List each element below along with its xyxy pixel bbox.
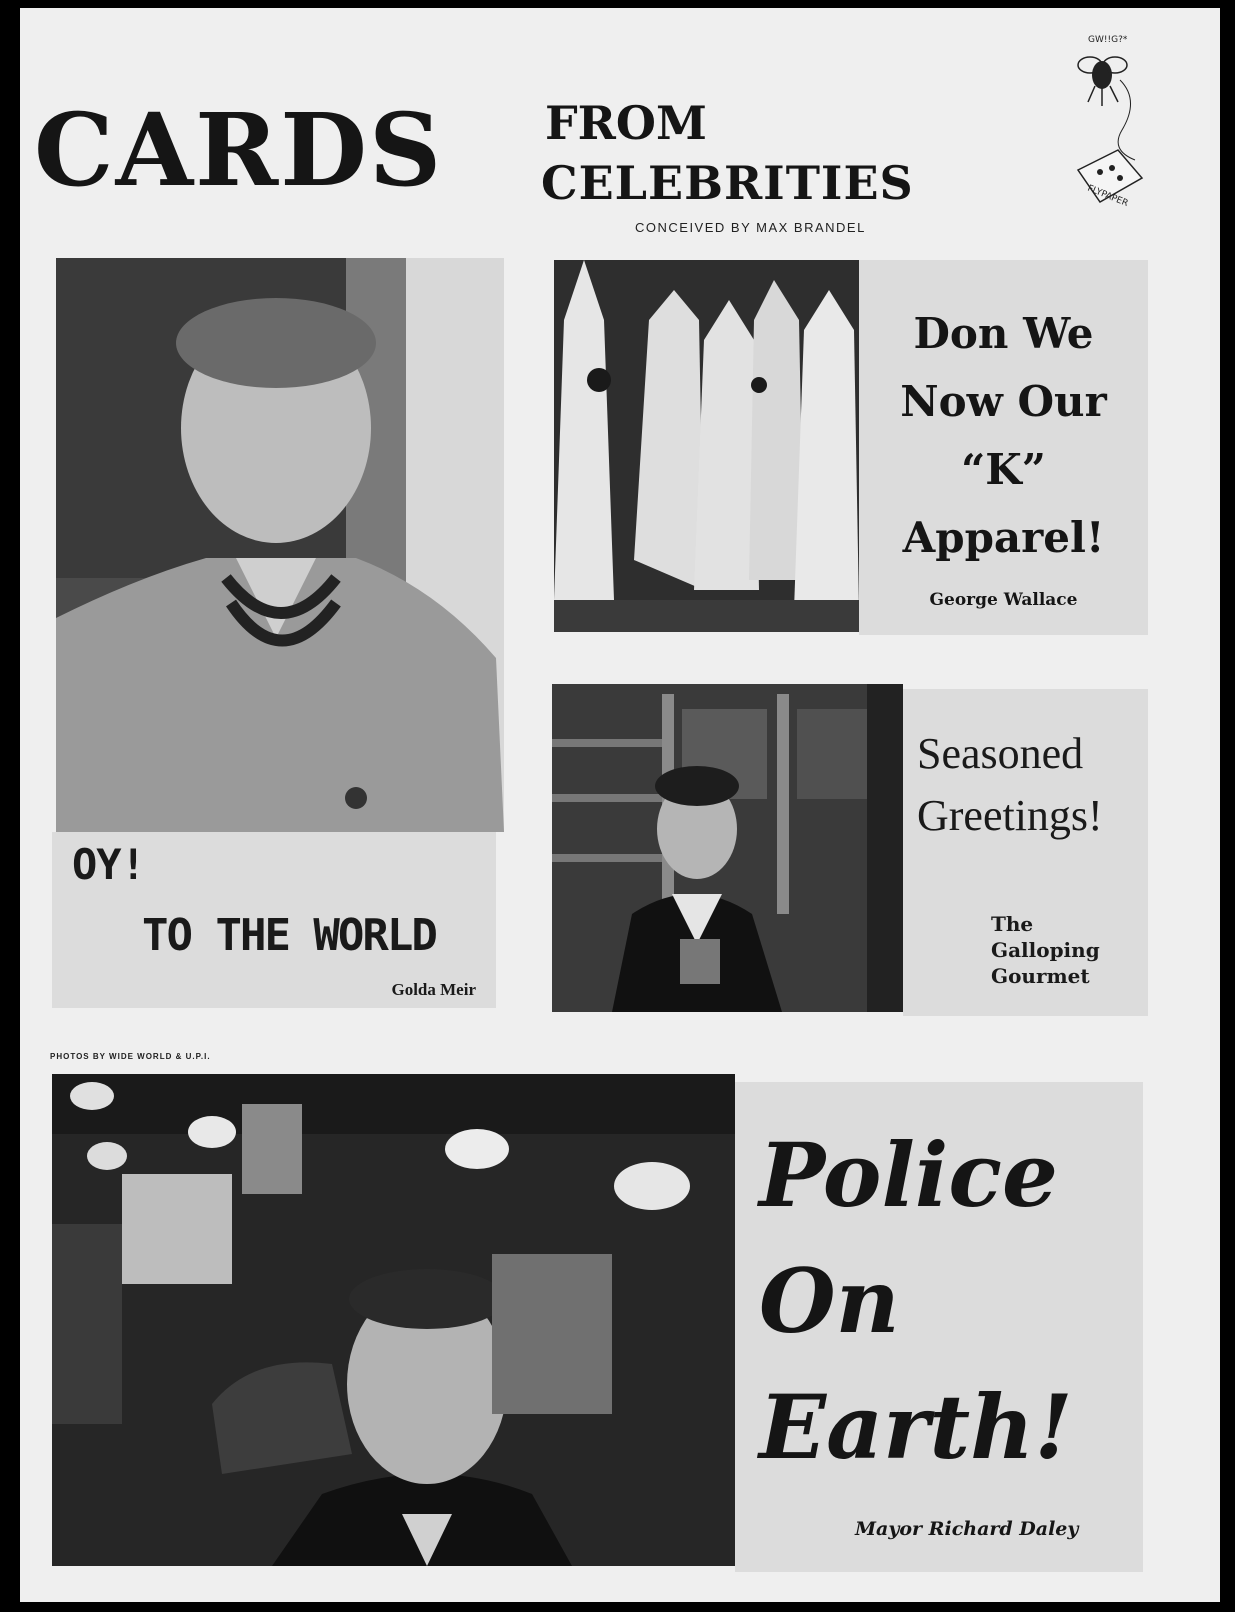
mascot-speech: GW!!G?* bbox=[1088, 35, 1128, 45]
golda-meir-photo bbox=[56, 258, 504, 832]
card-line-now-our: Now Our bbox=[900, 377, 1107, 426]
card-line-k: “K” bbox=[961, 445, 1046, 494]
card-name-mayor-richard-daley: Mayor Richard Daley bbox=[855, 1518, 1079, 1540]
card-line-oy: OY! bbox=[72, 840, 145, 889]
golda-meir-card bbox=[52, 832, 496, 1008]
card-line-don-we: Don We bbox=[913, 309, 1094, 358]
flypaper-label: FLYPAPER bbox=[1085, 183, 1130, 209]
card-name-line-gourmet: Gourmet bbox=[991, 964, 1090, 988]
card-text-k-apparel bbox=[859, 300, 1148, 572]
title-cards: CARDS bbox=[34, 91, 444, 209]
card-name-line-galloping: Galloping bbox=[991, 938, 1100, 962]
card-name-galloping-gourmet bbox=[991, 911, 1100, 989]
klan-robes-photo bbox=[554, 260, 859, 632]
card-text-seasoned-greetings bbox=[917, 723, 1103, 847]
fly-mascot-illustration bbox=[1060, 20, 1160, 220]
police-riot-photo bbox=[52, 1074, 735, 1566]
card-name-george-wallace: George Wallace bbox=[929, 590, 1078, 610]
card-line-police: Police bbox=[759, 1123, 1058, 1227]
photo-credit: PHOTOS BY WIDE WORLD & U.P.I. bbox=[50, 1052, 211, 1061]
card-line-on: On bbox=[759, 1249, 900, 1353]
title-from: FROM bbox=[545, 96, 707, 150]
title-celebrities: CELEBRITIES bbox=[541, 156, 914, 210]
george-wallace-card bbox=[859, 260, 1148, 635]
card-line-apparel: Apparel! bbox=[902, 513, 1105, 562]
card-line-earth: Earth! bbox=[759, 1375, 1073, 1479]
card-text-police-on-earth bbox=[759, 1112, 1073, 1490]
galloping-gourmet-photo bbox=[552, 684, 903, 1012]
galloping-gourmet-card bbox=[903, 689, 1148, 1016]
card-name-line-the: The bbox=[991, 912, 1034, 936]
card-line-to-the-world: TO THE WORLD bbox=[142, 910, 436, 961]
byline: CONCEIVED BY MAX BRANDEL bbox=[635, 220, 866, 235]
card-line-seasoned: Seasoned bbox=[917, 729, 1084, 778]
mayor-daley-card bbox=[735, 1082, 1143, 1572]
card-line-greetings: Greetings! bbox=[917, 791, 1103, 840]
card-name-golda-meir: Golda Meir bbox=[391, 980, 476, 999]
